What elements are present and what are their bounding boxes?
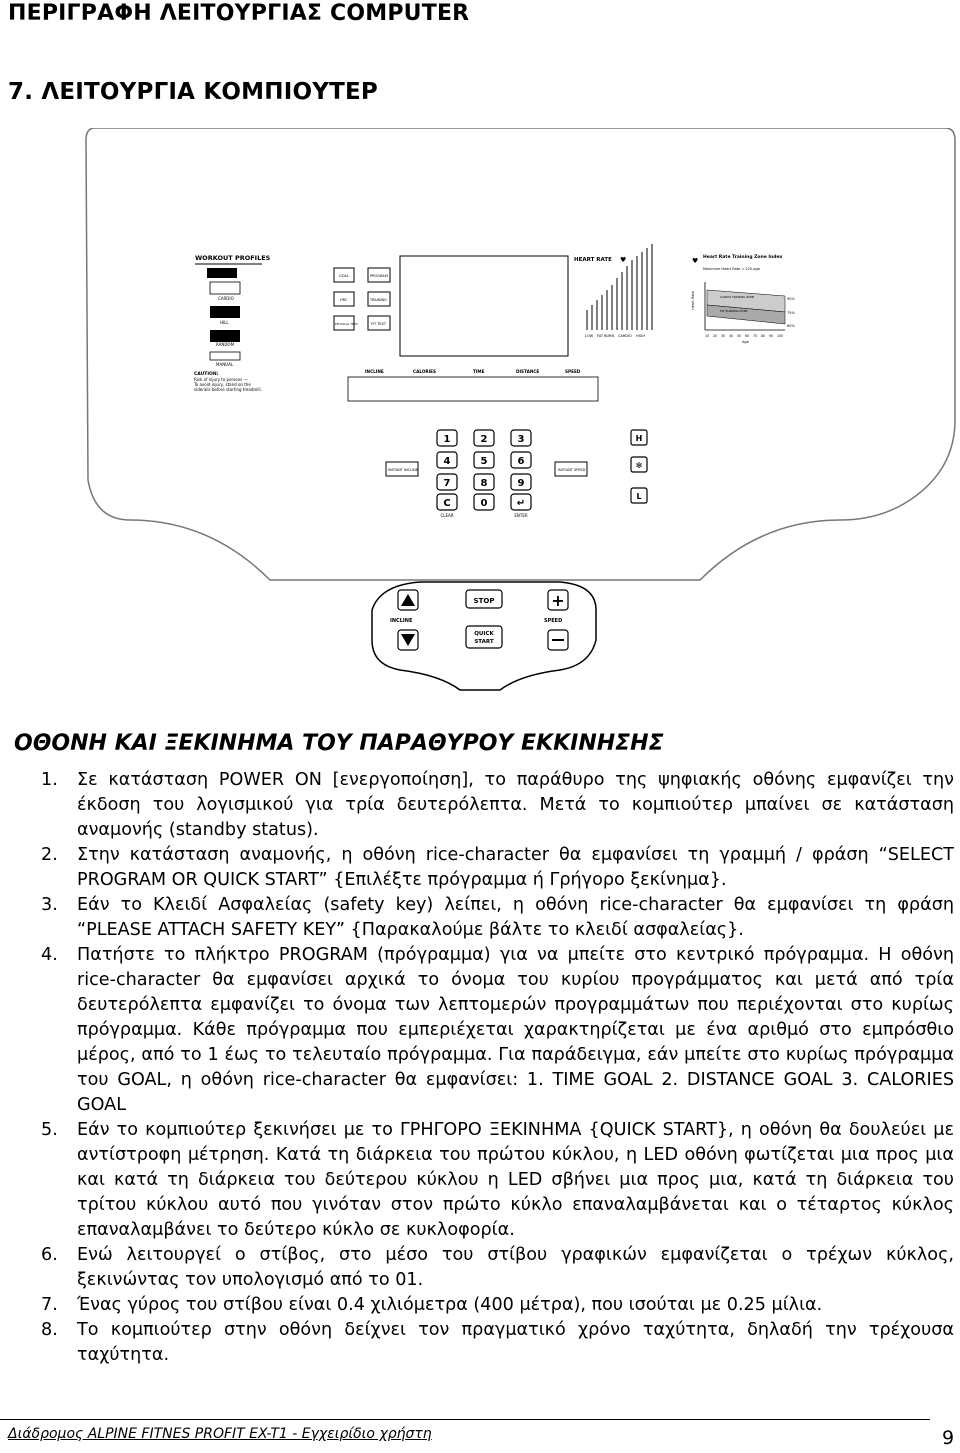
svg-text:↵: ↵: [516, 498, 526, 509]
svg-text:✻: ✻: [635, 461, 643, 470]
caution-line: siderails before starting treadmill.: [194, 387, 262, 392]
svg-text:L: L: [636, 492, 642, 501]
display-labels: [365, 369, 581, 374]
list-item: 4. Πατήστε το πλήκτρο PROGRAM (πρόγραμμα) για να μπείτε στο κεντρικό πρόγραμμα. Η οθόνη rice-character θα εμφανίσει αρχικά το όνομα του κυρίου προγράμματος και μετά από τρία δευτερόλεπτα εμφανίζει το όνομα των λεπτομερών προγραμμάτων που περιέχονται στο κυρίως πρόγραμμα. Κάθε πρόγραμμα που εμπεριέχεται χαρακτηρίζεται με ένα αριθμό στο εμπρόσθιο μέρος, από το 1 έως το τελευταίο πρόγραμμα. Για παράδειγμα, εάν μπείτε στο κυρίως πρόγραμμα του GOAL, η οθόνη rice-character θα εμφανίσει: 1. TIME GOAL 2. DISTANCE GOAL 3. CALORIES GOAL: [41, 945, 954, 1115]
svg-text:HIGH: HIGH: [636, 334, 646, 338]
svg-text:START: START: [474, 639, 494, 645]
svg-text:INSTANT SPEED: INSTANT SPEED: [558, 468, 586, 472]
svg-text:100: 100: [777, 334, 784, 338]
svg-text:FAT BURNING ZONE: FAT BURNING ZONE: [720, 309, 748, 313]
svg-text:PHYSICAL TEST: PHYSICAL TEST: [335, 322, 358, 326]
svg-text:C: C: [443, 498, 451, 509]
svg-text:ENTER: ENTER: [514, 513, 528, 518]
svg-text:Maximum Heart Rate = 220-age: Maximum Heart Rate = 220-age: [703, 267, 760, 271]
svg-text:40: 40: [729, 334, 734, 338]
svg-text:90: 90: [769, 334, 774, 338]
list-item: 7. Ένας γύρος του στίβου είναι 0.4 χιλιόμετρα (400 μέτρα), που ισούται με 0.25 μίλια.: [41, 1295, 823, 1315]
svg-text:HRC: HRC: [340, 298, 348, 302]
svg-text:GOAL: GOAL: [339, 274, 349, 278]
svg-text:SPEED: SPEED: [544, 618, 563, 624]
caution-title: CAUTION:: [194, 372, 219, 377]
svg-text:5: 5: [480, 456, 488, 467]
header-title: ΠΕΡΙΓΡΑΦΗ ΛΕΙΤΟΥΡΓΙΑΣ COMPUTER: [8, 1, 470, 26]
svg-text:60%: 60%: [787, 324, 795, 328]
svg-text:CARDIO TRAINING ZONE: CARDIO TRAINING ZONE: [720, 295, 755, 299]
list-item: 2. Στην κατάσταση αναμονής, η οθόνη rice-character θα εμφανίσει τη γραμμή / φράση “SELECT PROGRAM OR QUICK START” {Επιλέξτε πρόγραμμα ή Γρήγορο ξεκίνημα}.: [41, 845, 954, 890]
plus-icon: +: [551, 591, 565, 610]
list-item: 1. Σε κατάσταση POWER ON [ενεργοποίηση], το παράθυρο της ψηφιακής οθόνης εμφανίζει την έκδοση του λογισμικού για τρία δευτερόλεπτα. Μετά το κομπιούτερ μπαίνει σε κατάσταση αναμονής (standby status).: [41, 770, 954, 840]
svg-text:CLEAR: CLEAR: [440, 513, 454, 518]
svg-text:60: 60: [745, 334, 750, 338]
svg-text:CALORIES: CALORIES: [413, 369, 437, 374]
profile-hill-label: HILL: [220, 320, 229, 325]
svg-text:30: 30: [721, 334, 726, 338]
svg-text:4: 4: [443, 456, 451, 467]
svg-text:Heart Rate: Heart Rate: [691, 291, 695, 310]
profile-thumb: [207, 268, 237, 278]
steps-list: [0, 768, 958, 1368]
list-item: 6. Ενώ λειτουργεί ο στίβος, στο μέσο του στίβου γραφικών εμφανίζεται ο τρέχων κύκλος, ξεκινώντας τον υπολογισμό από το 01.: [41, 1245, 954, 1290]
svg-text:2: 2: [480, 434, 488, 445]
section-title: 7. ΛΕΙΤΟΥΡΓΙΑ ΚΟΜΠΙΟΥΤΕΡ: [8, 79, 378, 105]
heart-index-icon: ♥: [692, 257, 699, 265]
list-item: 3. Εάν το Κλειδί Ασφαλείας (safety key) λείπει, η οθόνη rice-character θα εμφανίσει τη φράση “PLEASE ATTACH SAFETY KEY” {Παρακαλούμε βάλτε το κλειδί ασφαλείας}.: [41, 895, 954, 940]
caution-line: Risk of injury to persons —: [194, 377, 248, 382]
svg-text:TIME: TIME: [473, 369, 485, 374]
svg-text:INCLINE: INCLINE: [365, 369, 384, 374]
svg-text:9: 9: [517, 478, 525, 489]
svg-text:3: 3: [517, 434, 525, 445]
svg-text:0: 0: [480, 498, 488, 509]
svg-text:70: 70: [753, 334, 758, 338]
heart-rate-label: HEART RATE: [574, 257, 612, 263]
quick-start-label: QUICK: [474, 631, 494, 637]
svg-text:1: 1: [443, 434, 451, 445]
list-item: 8. Το κομπιούτερ στην οθόνη δείχνει τον πραγματικό χρόνο ταχύτητα, δηλαδή την τρέχουσα ταχύτητα.: [41, 1320, 954, 1365]
profiles-title: WORKOUT PROFILES: [195, 254, 271, 262]
svg-text:90%: 90%: [787, 297, 795, 301]
svg-text:FIT TEST: FIT TEST: [371, 322, 387, 326]
caution-line: To avoid injury, stand on the: [194, 382, 251, 387]
svg-text:Age: Age: [742, 340, 749, 344]
svg-text:80: 80: [761, 334, 766, 338]
svg-text:20: 20: [713, 334, 718, 338]
svg-text:7: 7: [443, 478, 451, 489]
svg-text:LOW: LOW: [585, 334, 594, 338]
svg-text:6: 6: [517, 456, 525, 467]
svg-text:8: 8: [480, 478, 488, 489]
heart-icon: ♥: [620, 256, 627, 264]
svg-text:FAT BURN: FAT BURN: [597, 334, 615, 338]
console-diagram: [80, 128, 960, 708]
footer-text: Διάδρομος ALPINE FITNES PROFIT EX-T1 - Εγχειρίδιο χρήστη: [8, 1426, 432, 1442]
profile-cardio-label: CARDIO: [218, 296, 234, 301]
svg-text:STOP: STOP: [473, 597, 495, 605]
hr-index-title: Heart Rate Training Zone Index: [703, 255, 783, 260]
profile-random-label: RANDOM: [216, 342, 235, 347]
svg-text:PROGRAM: PROGRAM: [370, 274, 388, 278]
main-display: [400, 256, 568, 356]
profile-manual-label: MANUAL: [216, 362, 234, 367]
svg-text:CARDIO: CARDIO: [618, 334, 632, 338]
svg-text:INSTANT INCLINE: INSTANT INCLINE: [388, 468, 418, 472]
svg-text:TRAINING: TRAINING: [370, 298, 387, 302]
lower-display: [348, 377, 598, 401]
svg-text:DISTANCE: DISTANCE: [516, 369, 540, 374]
hr-age-ticks: [705, 334, 783, 338]
svg-text:50: 50: [737, 334, 742, 338]
svg-text:SPEED: SPEED: [565, 369, 581, 374]
svg-text:10: 10: [705, 334, 710, 338]
subheading: ΟΘΟΝΗ ΚΑΙ ΞΕΚΙΝΗΜΑ ΤΟΥ ΠΑΡΑΘΥΡΟΥ ΕΚΚΙΝΗΣΗΣ: [14, 731, 664, 756]
svg-text:INCLINE: INCLINE: [390, 618, 413, 624]
page-number: 9: [942, 1427, 955, 1449]
footer-divider: [0, 1419, 930, 1420]
svg-text:H: H: [635, 434, 643, 443]
svg-text:75%: 75%: [787, 311, 795, 315]
list-item: 5. Εάν το κομπιούτερ ξεκινήσει με το ΓΡΗΓΟΡΟ ΞΕΚΙΝΗΜΑ {QUICK START}, η οθόνη θα δουλεύει με αντίστροφη μέτρηση. Κατά τη διάρκεια του πρώτου κύκλου, η LED οθόνη φωτίζεται μια προς μια και κατά τη διάρκεια του δεύτερου κύκλου η LED σβήνει μια προς μια, κατά τη διάρκεια του τρίτου κύκλου αυτό που γινόταν στον πρώτο κύκλο επαναλαμβάνεται και ο τέταρτος κύκλος επαναλαμβάνει το δεύτερο κύκλο σε κυκλοφορία.: [41, 1120, 954, 1240]
